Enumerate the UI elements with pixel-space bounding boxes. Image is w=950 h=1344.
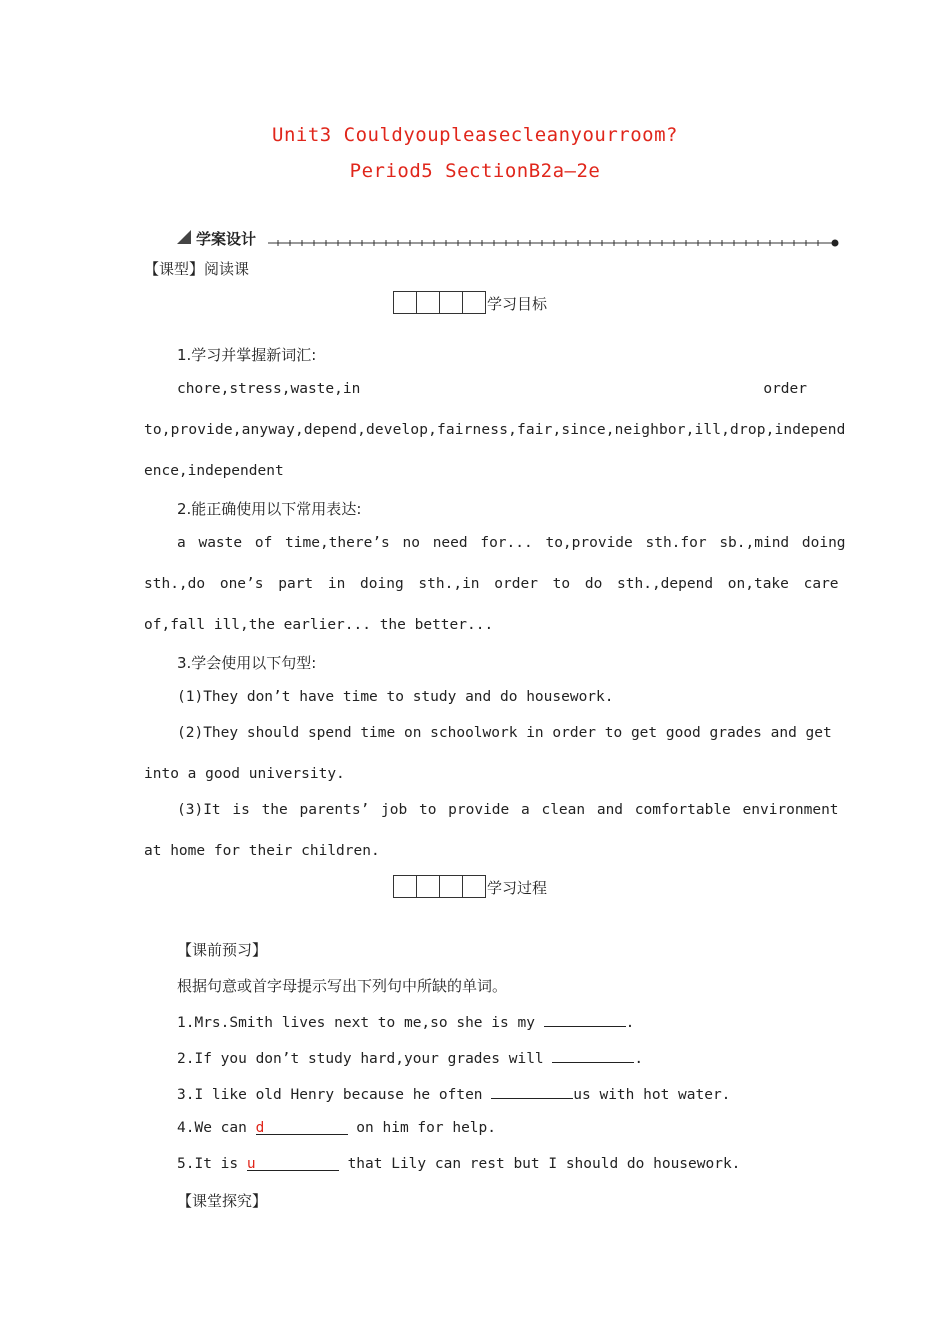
vocab-line-3: ence,independent [144, 463, 284, 479]
section-bar-label: 学案设计 [196, 230, 257, 248]
lesson-type: 【课型】阅读课 [144, 260, 250, 278]
question-5-text: 5.It is [177, 1156, 247, 1172]
expression-line-2: sth.,do one’s part in doing sth.,in order to do sth.,depend on,take care [144, 576, 839, 592]
objectives-heading [393, 291, 547, 314]
section-bar-divider [268, 233, 840, 252]
page-title: Unit3 Couldyoupleasecleanyourroom? [272, 124, 678, 146]
question-5-blank[interactable] [247, 1156, 339, 1171]
process-heading-text: 学习过程 [487, 879, 548, 897]
sentence-2-line-1: (2)They should spend time on schoolwork in order to get good grades and get [177, 725, 832, 741]
preview-instruction: 根据句意或首字母提示写出下列句中所缺的单词。 [177, 977, 508, 995]
process-heading [393, 875, 547, 898]
explore-heading: 【课堂探究】 [177, 1192, 268, 1210]
objectives-heading-text: 学习目标 [487, 295, 548, 313]
question-3-blank[interactable] [491, 1084, 573, 1099]
question-3 [177, 1084, 730, 1103]
expression-line-3: of,fall ill,the earlier... the better... [144, 617, 494, 633]
question-4-blank[interactable] [256, 1120, 348, 1135]
question-2 [177, 1048, 643, 1067]
question-1 [177, 1012, 634, 1031]
question-5-end: that Lily can rest but I should do housework. [338, 1156, 741, 1172]
heading-box-icon [393, 875, 485, 898]
objective-1-label: 1.学习并掌握新词汇: [177, 346, 317, 364]
section-bar-icon [176, 229, 192, 249]
objective-2-label: 2.能正确使用以下常用表达: [177, 500, 362, 518]
question-4-end: on him for help. [347, 1120, 496, 1136]
objective-3-label: 3.学会使用以下句型: [177, 654, 317, 672]
question-3-end: us with hot water. [573, 1087, 731, 1103]
question-5 [177, 1156, 740, 1172]
expression-line-1: a waste of time,there’s no need for... to,provide sth.for sb.,mind doing [177, 535, 846, 551]
preview-heading: 【课前预习】 [177, 941, 268, 959]
question-1-text: 1.Mrs.Smith lives next to me,so she is my [177, 1015, 544, 1031]
sentence-3-line-2: at home for their children. [144, 843, 380, 859]
sentence-1: (1)They don’t have time to study and do housework. [177, 689, 614, 705]
question-2-text: 2.If you don’t study hard,your grades will [177, 1051, 553, 1067]
question-4-hint: d [255, 1120, 265, 1136]
heading-box-icon [393, 291, 485, 314]
sentence-3-line-1: (3)It is the parents’ job to provide a clean and comfortable environment [177, 802, 839, 818]
vocab-line-2: to,provide,anyway,depend,develop,fairness,fair,since,neighbor,ill,drop,independ [144, 422, 846, 438]
question-1-end: . [625, 1015, 635, 1031]
question-4-text: 4.We can [177, 1120, 256, 1136]
question-5-hint: u [246, 1156, 256, 1172]
sentence-2-line-2: into a good university. [144, 766, 345, 782]
vocab-line-1-left: chore,stress,waste,in [177, 381, 361, 397]
question-2-blank[interactable] [552, 1048, 634, 1063]
page-subtitle: Period5 SectionB2a—2e [349, 160, 601, 182]
question-3-text: 3.I like old Henry because he often [177, 1087, 492, 1103]
vocab-line-1 [177, 381, 807, 397]
question-2-end: . [634, 1051, 644, 1067]
vocab-line-1-right: order [763, 381, 807, 397]
question-4 [177, 1120, 496, 1136]
question-1-blank[interactable] [544, 1012, 626, 1027]
